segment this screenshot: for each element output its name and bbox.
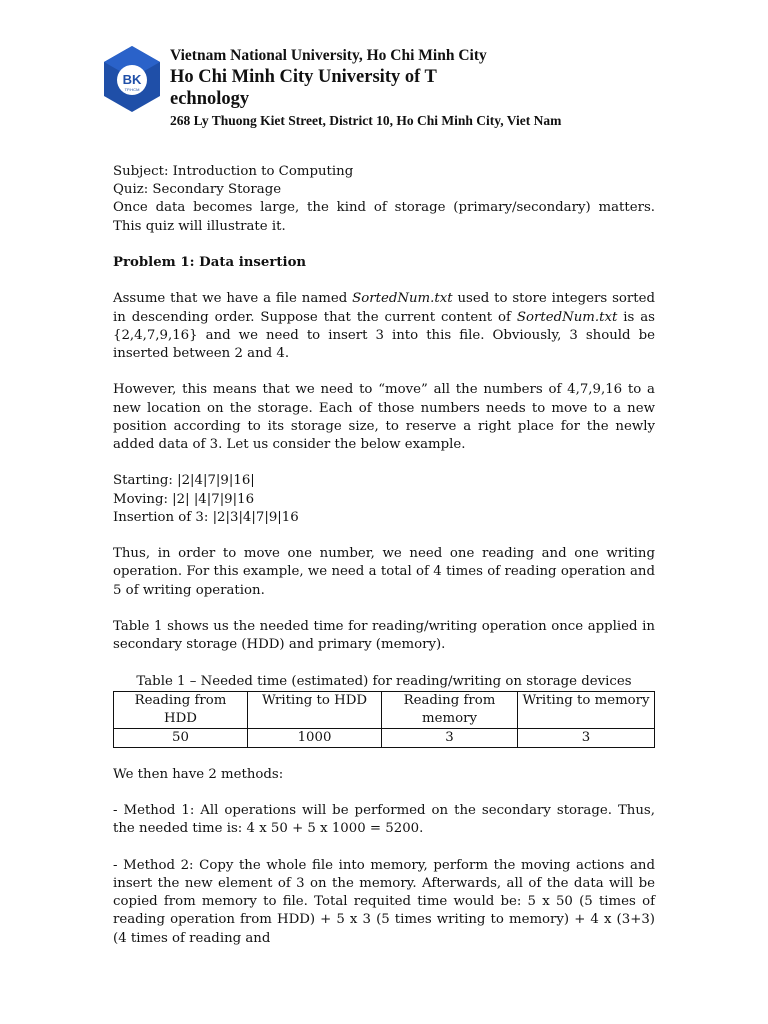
logo-subtext: TP.HCM — [124, 87, 140, 92]
logo-text: BK — [122, 72, 142, 87]
university-logo — [100, 44, 164, 114]
method-1: - Method 1: All operations will be performed on the secondary storage. Thus, the needed time is: 4 x 50 + 5 x 1000 = 5200. — [113, 803, 655, 837]
example-starting: Starting: |2|4|7|9|16| — [113, 473, 255, 489]
table-cell: 3 — [518, 728, 655, 747]
document-header — [100, 44, 660, 134]
university-name: Vietnam National University, Ho Chi Minh City — [170, 47, 487, 64]
table-header-row — [114, 691, 655, 728]
file-name: SortedNum.txt — [516, 309, 618, 325]
school-address: 268 Ly Thuong Kiet Street, District 10, Ho Chi Minh City, Viet Nam — [170, 113, 562, 128]
paragraph-table-intro: Table 1 shows us the needed time for reading/writing operation once applied in secondary storage (HDD) and primary (memory). — [113, 618, 655, 653]
intro-description: Once data becomes large, the kind of storage (primary/secondary) matters. This quiz will illustrate it. — [113, 200, 655, 234]
timing-table — [113, 691, 655, 748]
p1-text-c: is as {2,4,7,9,16} and we need to insert 3 into this file. Obviously, 3 should be inserted between 2 and 4. — [113, 309, 655, 361]
subject-line: Subject: Introduction to Computing — [113, 164, 354, 179]
table-cell: 3 — [382, 728, 518, 747]
school-name-line2: echnology — [170, 89, 250, 109]
table-header-cell: Writing to memory — [518, 691, 655, 728]
p1-text-b: used to store integers sorted in descending order. Suppose that the current content of — [113, 291, 655, 325]
table-cell: 50 — [114, 728, 248, 747]
quiz-line: Quiz: Secondary Storage — [113, 182, 282, 198]
example-insertion: Insertion of 3: |2|3|4|7|9|16 — [113, 509, 299, 525]
header-text — [170, 46, 561, 130]
paragraph-file-description — [113, 290, 655, 363]
paragraph-operations: Thus, in order to move one number, we need one reading and one writing operation. For this example, we need a total of 4 times of reading operation and 5 of writing operation. — [113, 546, 655, 598]
paragraph-move: However, this means that we need to “move” all the numbers of 4,7,9,16 to a new location on the storage. Each of those numbers needs to move to a new position according to its storage size, to reserve a right place for the newly added data of 3. Let us consider the below example. — [113, 382, 655, 452]
school-name-line1: Ho Chi Minh City University of T — [170, 67, 437, 87]
method-2: - Method 2: Copy the whole file into memory, perform the moving actions and insert the new element of 3 on the memory. Afterwards, all of the data will be copied from memory to file. Total requited time would be: 5 x 50 (5 times of reading operation from HDD) + 5 x 3 (5 times writing to memory) + 4 x (3+3) (4 times of reading and — [113, 857, 655, 946]
table-cell: 1000 — [248, 728, 382, 747]
example-moving: Moving: |2| |4|7|9|16 — [113, 491, 255, 507]
problem-heading: Problem 1: Data insertion — [113, 255, 307, 270]
table-header-cell: Reading from memory — [382, 691, 518, 728]
paragraph-methods-intro: We then have 2 methods: — [113, 766, 284, 782]
table-caption: Table 1 – Needed time (estimated) for reading/writing on storage devices — [136, 673, 632, 689]
table-header-cell: Writing to HDD — [248, 691, 382, 728]
document-body — [113, 163, 655, 948]
file-name: SortedNum.txt — [352, 291, 453, 307]
p1-text-a: Assume that we have a file named — [113, 291, 353, 307]
table-row — [114, 728, 655, 747]
table-header-cell: Reading from HDD — [114, 691, 248, 728]
